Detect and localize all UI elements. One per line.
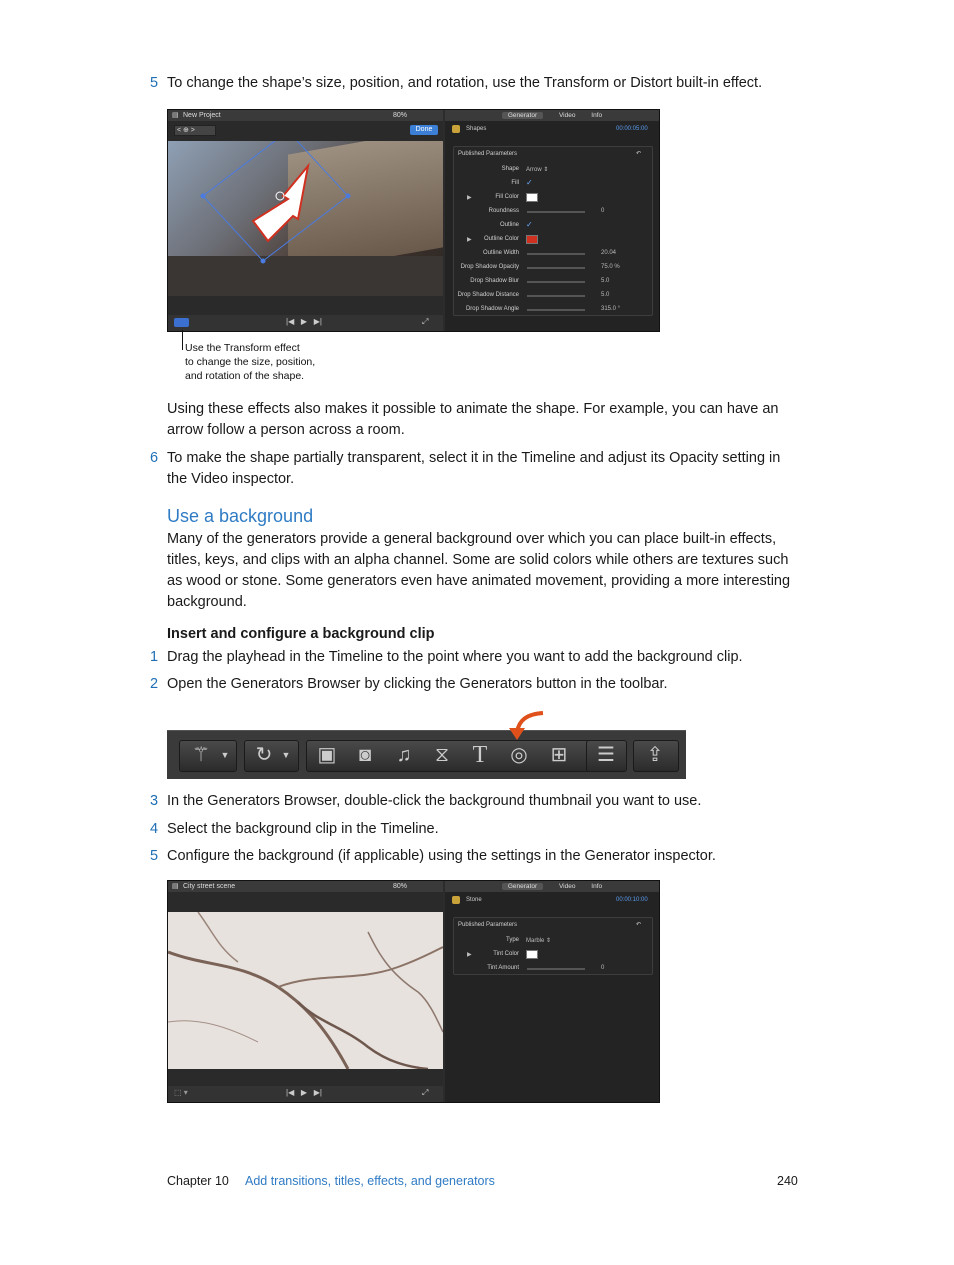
step-number: 3 [150, 793, 159, 809]
param-label: Fill Color [495, 194, 519, 200]
checkbox[interactable]: ✓ [526, 178, 533, 187]
param-value[interactable]: 5.0 [601, 292, 610, 298]
step-text: Drag the playhead in the Timeline to the point where you want to add the background clip. [167, 649, 743, 665]
checkbox[interactable]: ✓ [526, 220, 533, 229]
param-value[interactable]: 0 [601, 965, 605, 971]
popup-menu[interactable]: Marble ⇕ [526, 938, 552, 944]
step-text: To make the shape partially transparent, select it in the Timeline and adjust its Opacity setting in the Video inspector. [167, 450, 781, 487]
clip-name: Stone [466, 897, 482, 903]
clip-name: Shapes [466, 126, 487, 132]
param-label: Tint Color [493, 951, 519, 957]
reset-icon[interactable]: ↶ [636, 922, 642, 928]
step-number: 5 [150, 848, 159, 864]
viewer-pane [168, 110, 443, 331]
callout-line [182, 330, 183, 350]
fcp-screenshot-background [167, 880, 660, 1103]
zoom-level[interactable]: 80% [393, 112, 408, 119]
magic-wand-icon: ⚚ [192, 744, 210, 766]
param-value[interactable]: 315.0 ° [601, 306, 621, 312]
param-label: Roundness [488, 208, 519, 214]
param-value[interactable]: 20.04 [601, 250, 617, 256]
music-icon[interactable]: ♫ [396, 744, 412, 766]
footer-chapter-link[interactable]: Add transitions, titles, effects, and generators [245, 1174, 495, 1188]
viewer-header [168, 881, 443, 892]
param-label: Outline Color [483, 236, 519, 242]
param-label: Type [505, 937, 519, 943]
step-text: Open the Generators Browser by clicking the Generators button in the toolbar. [167, 676, 668, 692]
generator-inspector [445, 881, 659, 1102]
generator-inspector [445, 110, 659, 331]
param-label: Drop Shadow Blur [470, 278, 519, 284]
inspector-icon[interactable]: ☰ [597, 744, 615, 766]
group-title: Published Parameters [458, 922, 518, 928]
param-slider[interactable] [527, 295, 585, 297]
param-label: Drop Shadow Angle [465, 306, 519, 312]
disclosure-icon[interactable]: ▶ [467, 237, 472, 243]
photo-icon[interactable]: ◙ [358, 744, 372, 766]
inspector-tabs [445, 110, 659, 121]
param-value[interactable]: 75.0 % [601, 264, 620, 270]
chevron-down-icon: ▼ [220, 750, 230, 760]
step-number: 5 [150, 75, 159, 91]
param-label: Outline Width [482, 250, 519, 256]
timecode: 00:00:05:00 [616, 126, 648, 132]
step-text: Select the background clip in the Timeline. [167, 821, 439, 837]
generator-icon [452, 125, 460, 133]
param-label: Drop Shadow Distance [457, 292, 519, 298]
step-text: In the Generators Browser, double-click the background thumbnail you want to use. [167, 793, 702, 809]
media-browser-icon[interactable]: ▣ [317, 744, 337, 766]
param-label: Shape [501, 166, 519, 172]
param-label: Tint Amount [487, 965, 519, 971]
themes-icon[interactable]: ⊞ [550, 744, 568, 766]
tab-video[interactable]: Video [558, 112, 576, 119]
project-icon: ▤ [172, 112, 179, 119]
video-frame [168, 141, 443, 296]
step-number: 6 [150, 450, 159, 466]
param-slider[interactable] [527, 309, 585, 311]
generator-icon [452, 896, 460, 904]
param-value[interactable]: 0 [601, 208, 605, 214]
share-icon[interactable]: ⇪ [646, 744, 664, 766]
inspector-tabs [445, 881, 659, 892]
chevron-down-icon: ▼ [281, 750, 291, 760]
tab-video[interactable]: Video [558, 883, 576, 890]
page-number: 240 [777, 1174, 798, 1188]
color-swatch[interactable] [526, 950, 538, 959]
param-label: Fill [511, 180, 519, 186]
marble-frame [168, 912, 443, 1069]
project-title: New Project [183, 112, 221, 119]
transport-icons[interactable]: |◀ ▶ ▶| [286, 1088, 322, 1097]
param-label: Outline [499, 222, 519, 228]
pointer-arrow-icon [505, 710, 550, 742]
task-heading: Insert and configure a background clip [167, 626, 435, 642]
fcp-screenshot-transform [167, 109, 660, 332]
group-title: Published Parameters [458, 151, 518, 157]
transform-button[interactable] [174, 318, 189, 327]
step-text: Configure the background (if applicable) using the settings in the Generator inspector. [167, 848, 716, 864]
param-label: Drop Shadow Opacity [460, 264, 519, 270]
tab-generator[interactable]: Generator [502, 112, 543, 119]
paragraph: Using these effects also makes it possible to animate the shape. For example, you can have an arrow follow a person across a room. [167, 401, 779, 438]
viewer-header [168, 110, 443, 121]
arrow-shape-overlay[interactable] [168, 141, 443, 296]
reset-icon[interactable]: ↶ [636, 151, 642, 157]
footer-chapter: Chapter 10 [167, 1174, 229, 1188]
fullscreen-icon[interactable]: ⤢ [422, 317, 429, 326]
popup-menu[interactable]: Arrow ⇕ [526, 167, 549, 173]
section-heading: Use a background [167, 506, 314, 526]
titles-icon[interactable]: T [472, 742, 488, 768]
step-number: 4 [150, 821, 159, 837]
project-icon: ▤ [172, 883, 179, 890]
toolbar-screenshot [167, 730, 686, 779]
project-title: City street scene [183, 883, 236, 890]
done-button[interactable]: Done [410, 125, 438, 135]
viewer-pane [168, 881, 443, 1102]
tab-info[interactable]: Info [591, 112, 603, 119]
viewer-transport [168, 315, 443, 331]
disclosure-icon[interactable]: ▶ [467, 195, 472, 201]
param-slider[interactable] [527, 211, 585, 213]
retime-icon: ↻ [255, 744, 273, 766]
timecode: 00:00:10:00 [616, 897, 648, 903]
callout-text: Use the Transform effect to change the size, position, and rotation of the shape. [185, 342, 316, 382]
transitions-icon[interactable]: ⧖ [434, 744, 450, 766]
param-value[interactable]: 5.0 [601, 278, 610, 284]
param-slider[interactable] [527, 253, 585, 255]
transform-nav-buttons[interactable]: < ⊕ > [174, 125, 216, 136]
viewer-transport [168, 1086, 443, 1102]
generators-icon[interactable]: ◎ [510, 744, 528, 766]
step-text: To change the shape’s size, position, and rotation, use the Transform or Distort built-in effect. [167, 75, 763, 91]
color-swatch[interactable] [526, 193, 538, 202]
paragraph: Many of the generators provide a general background over which you can place built-in effects, titles, keys, and clips with an alpha channel. Some are solid colors while others are textures such as wood or stone. Some generators even have animated movement, providing a more interesting background. [167, 531, 791, 610]
fullscreen-icon[interactable]: ⤢ [422, 1088, 429, 1097]
param-slider[interactable] [527, 281, 585, 283]
color-swatch[interactable] [526, 235, 538, 244]
step-number: 1 [150, 649, 159, 665]
tab-generator[interactable]: Generator [502, 883, 543, 890]
param-slider[interactable] [527, 968, 585, 970]
transport-icons[interactable]: |◀ ▶ ▶| [286, 317, 322, 326]
marble-veins [168, 912, 443, 1069]
tab-info[interactable]: Info [591, 883, 603, 890]
disclosure-icon[interactable]: ▶ [467, 952, 472, 958]
transform-button[interactable]: ⬚ ▾ [174, 1088, 188, 1097]
step-number: 2 [150, 676, 159, 692]
zoom-level[interactable]: 80% [393, 883, 408, 890]
param-slider[interactable] [527, 267, 585, 269]
